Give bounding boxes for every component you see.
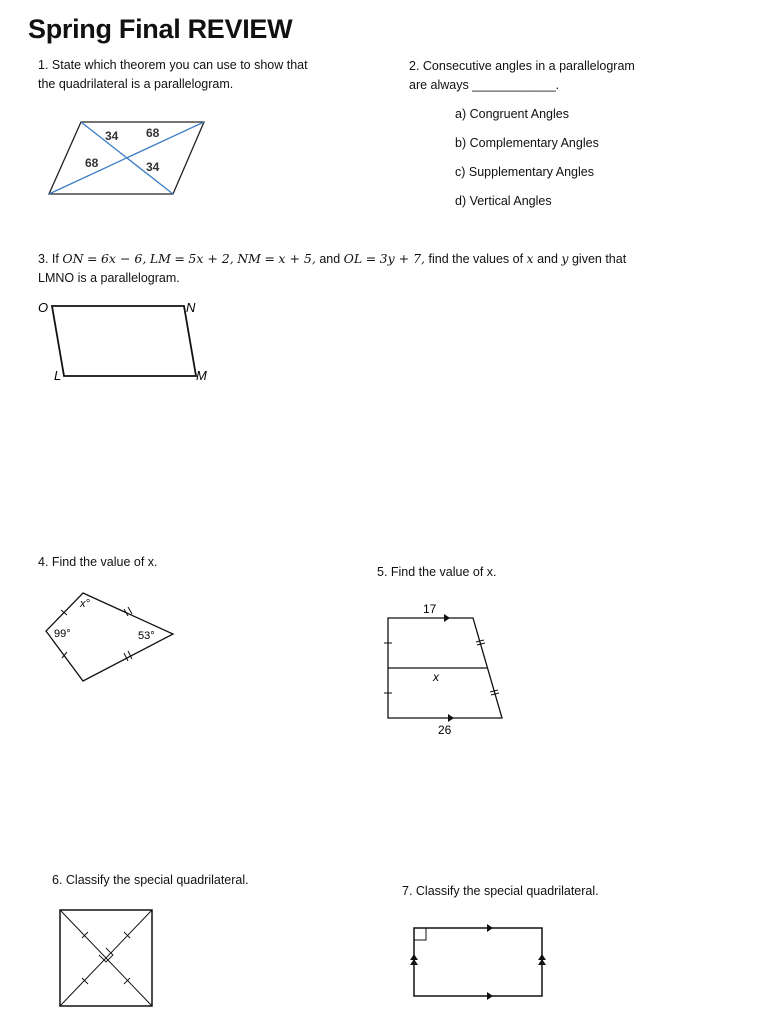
segment-label-4: 34	[146, 160, 160, 174]
question-3-line-1: 3. If ON = 6x − 6, LM = 5x + 2, NM = x + 5, and OL = 3y + 7, find the values of x and y given that	[38, 251, 627, 266]
arrow-bottom	[487, 992, 493, 1000]
question-2-line-1: 2. Consecutive angles in a parallelogram	[409, 59, 635, 73]
angle-label-right: 53°	[138, 630, 155, 642]
question-4-kite-figure	[38, 585, 183, 690]
vertex-m: M	[196, 368, 207, 383]
vertex-o: O	[38, 300, 49, 315]
question-2-line-2: are always ____________.	[409, 78, 560, 92]
angle-label-top: x°	[80, 598, 90, 610]
question-6-square-figure	[56, 906, 156, 1010]
question-1-line-1: 1. State which theorem you can use to show that	[38, 58, 308, 72]
choice-d: d) Vertical Angles	[455, 194, 552, 208]
segment-label-1: 34	[105, 129, 119, 143]
question-4: 4. Find the value of x.	[38, 555, 158, 569]
right-angle-mark	[99, 948, 113, 962]
angle-label-left: 99°	[54, 628, 71, 640]
segment-label-3: 68	[85, 156, 99, 170]
question-7: 7. Classify the special quadrilateral.	[402, 884, 599, 898]
arrow-top	[444, 614, 450, 622]
question-7-rectangle-figure	[408, 920, 548, 1002]
question-1-parallelogram-figure	[40, 112, 215, 202]
vertex-n: N	[186, 300, 196, 315]
question-5: 5. Find the value of x.	[377, 565, 497, 579]
label-bottom-base: 26	[438, 723, 452, 737]
choice-b: b) Complementary Angles	[455, 136, 599, 150]
right-angle-mark	[414, 928, 426, 940]
question-3-line-2: LMNO is a parallelogram.	[38, 271, 180, 285]
question-3-parallelogram-figure	[34, 296, 224, 388]
arrow-bottom	[448, 714, 454, 722]
parallelogram-lmno	[52, 306, 196, 376]
question-2	[409, 57, 635, 95]
question-5-trapezoid-figure	[376, 598, 516, 743]
diagonal-2	[49, 122, 204, 194]
question-1	[38, 56, 308, 94]
question-1-line-2: the quadrilateral is a parallelogram.	[38, 77, 234, 91]
choice-a: a) Congruent Angles	[455, 107, 569, 121]
label-top-base: 17	[423, 602, 437, 616]
segment-label-2: 68	[146, 126, 160, 140]
rectangle-outline	[414, 928, 542, 996]
question-3	[38, 249, 738, 288]
choice-c: c) Supplementary Angles	[455, 165, 594, 179]
question-6: 6. Classify the special quadrilateral.	[52, 873, 249, 887]
label-midsegment: x	[433, 670, 439, 684]
arrow-top	[487, 924, 493, 932]
page-title: Spring Final REVIEW	[28, 14, 293, 44]
vertex-l: L	[54, 368, 62, 383]
